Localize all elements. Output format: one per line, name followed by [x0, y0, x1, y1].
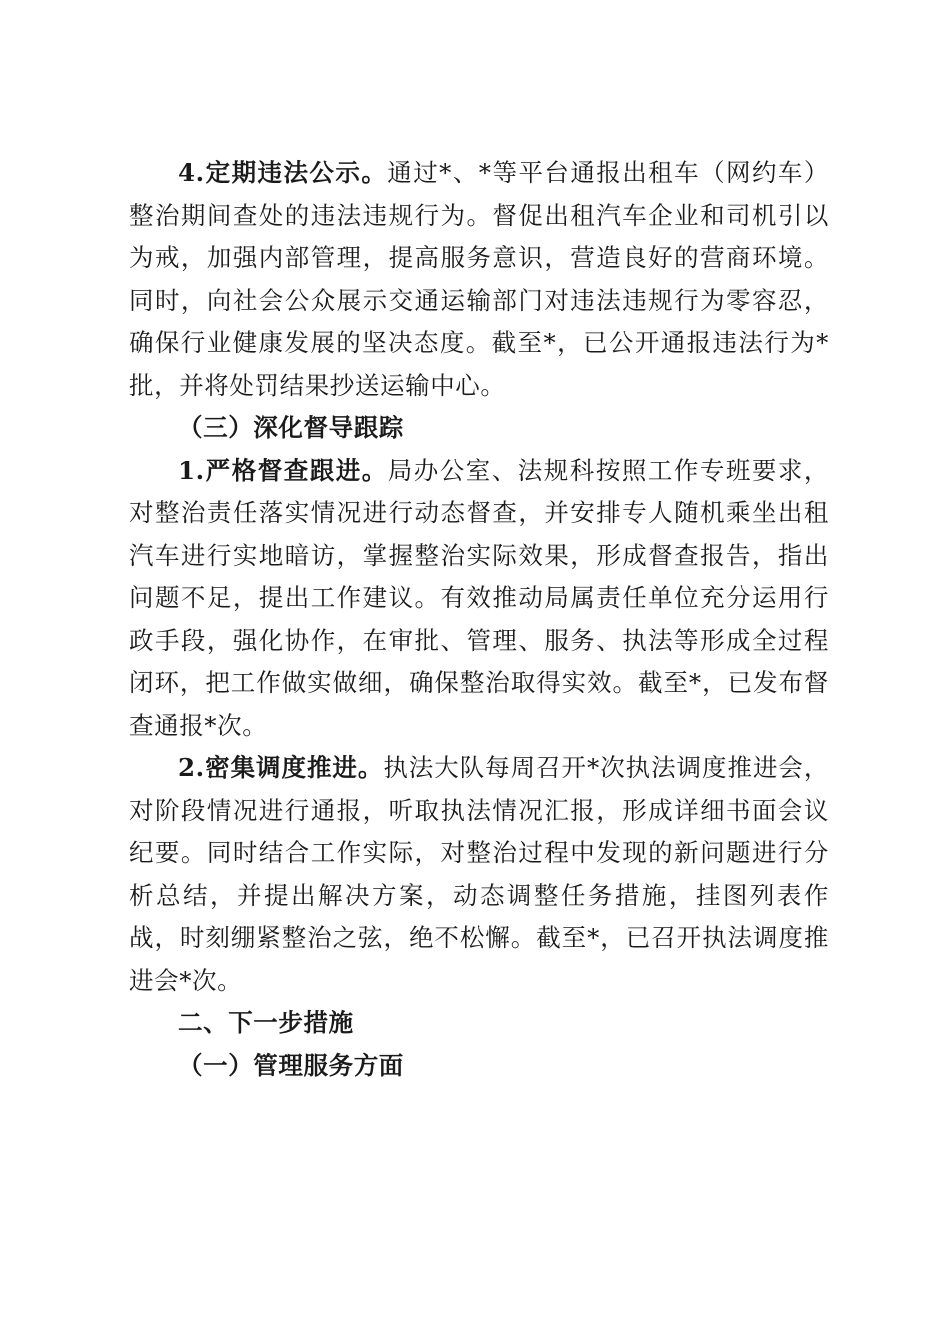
paragraph-lead: 1.严格督查跟进。 [178, 455, 388, 485]
paragraph-intensive-dispatch [129, 747, 829, 1002]
section-heading-management-services: （一）管理服务方面 [178, 1050, 404, 1080]
paragraph-lead: 4.定期违法公示。 [178, 158, 388, 187]
paragraph-strict-inspection [129, 450, 829, 748]
section-heading-next-steps: 二、下一步措施 [178, 1008, 354, 1037]
paragraph-body: 局办公室、法规科按照工作专班要求，对整治责任落实情况进行动态督查，并安排专人随机乘坐出租汽车进行实地暗访，掌握整治实际效果，形成督查报告，指出问题不足，提出工作建议。有效推动局属责任单位充分运用行政手段，强化协作，在审批、管理、服务、执法等形成全过程闭环，把工作做实做细，确保整治取得实效。截至*，已发布督查通报*次。 [129, 455, 829, 740]
paragraph-body: 通过*、*等平台通报出租车（网约车）整治期间查处的违法违规行为。督促出租汽车企业和司机引以为戒，加强内部管理，提高服务意识，营造良好的营商环境。同时，向社会公众展示交通运输部门对违法违规行为零容忍，确保行业健康发展的坚决态度。截至*，已公开通报违法行为*批，并将处罚结果抄送运输中心。 [129, 158, 829, 400]
document-page [129, 152, 829, 1087]
section-heading-supervision: （三）深化督导跟踪 [178, 413, 404, 442]
paragraph-lead: 2.密集调度推进。 [178, 753, 384, 782]
paragraph-regular-violation-disclosure [129, 152, 829, 407]
paragraph-body: 执法大队每周召开*次执法调度推进会，对阶段情况进行通报，听取执法情况汇报，形成详细书面会议纪要。同时结合工作实际，对整治过程中发现的新问题进行分析总结，并提出解决方案，动态调整任务措施，挂图列表作战，时刻绷紧整治之弦，绝不松懈。截至*，已召开执法调度推进会*次。 [129, 753, 829, 995]
